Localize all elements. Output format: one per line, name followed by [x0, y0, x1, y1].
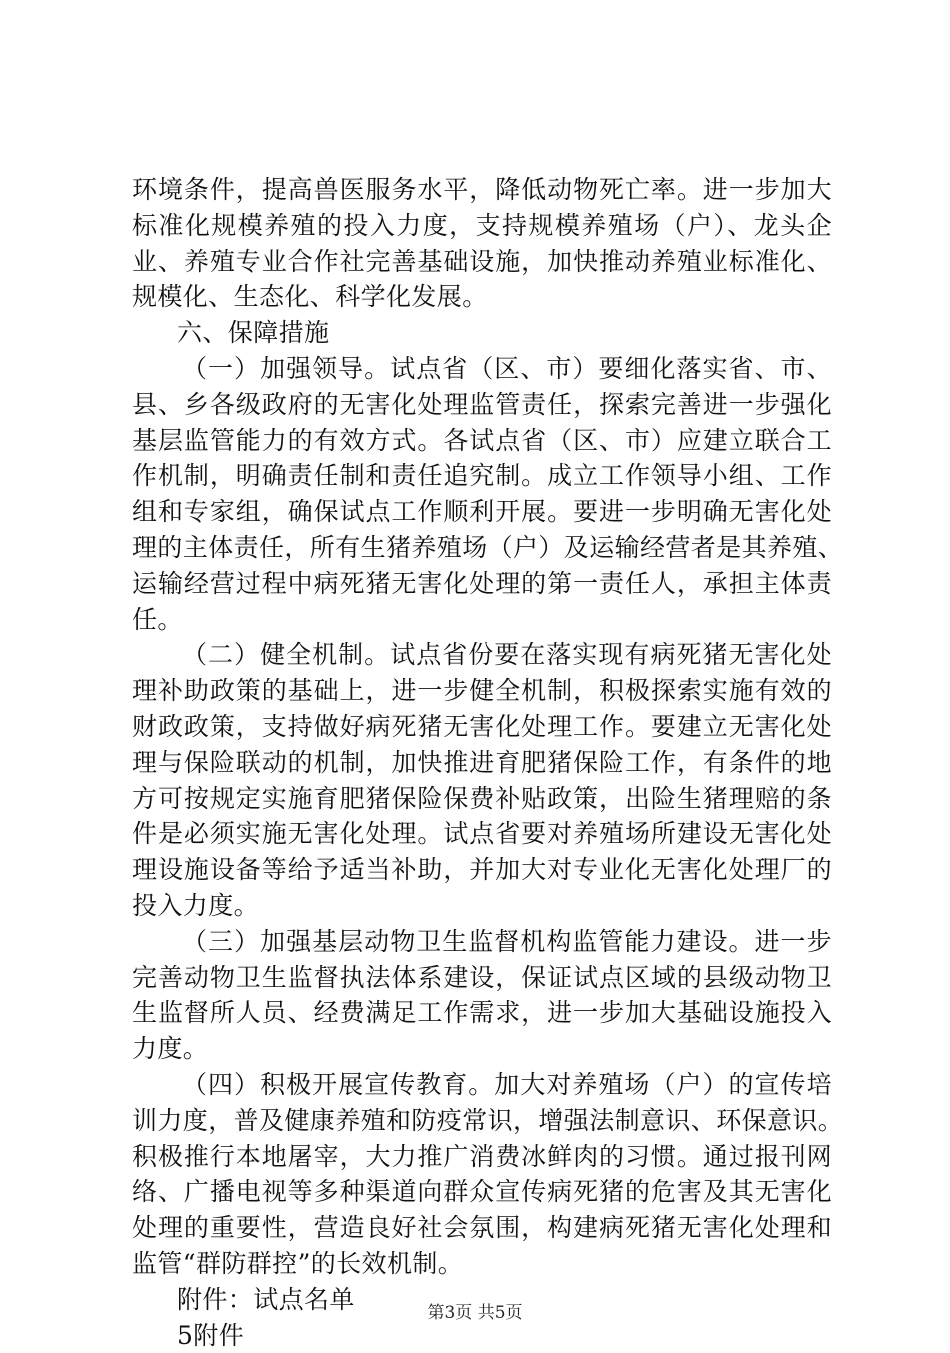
text-line: 力度。	[132, 1031, 832, 1067]
paragraph-first-line: （三）加强基层动物卫生监督机构监管能力建设。进一步	[132, 924, 832, 960]
text-line: 运输经营过程中病死猪无害化处理的第一责任人，承担主体责	[132, 566, 832, 602]
text-line: 业、养殖专业合作社完善基础设施，加快推动养殖业标准化、	[132, 244, 832, 280]
text-line: 理的主体责任，所有生猪养殖场（户）及运输经营者是其养殖、	[132, 530, 832, 566]
text-line: 环境条件，提高兽医服务水平，降低动物死亡率。进一步加大	[132, 172, 832, 208]
text-line: 理补助政策的基础上，进一步健全机制，积极探索实施有效的	[132, 673, 832, 709]
text-line: 基层监管能力的有效方式。各试点省（区、市）应建立联合工	[132, 423, 832, 459]
body-text	[132, 172, 832, 1353]
text-line: 方可按规定实施育肥猪保险保费补贴政策，出险生猪理赔的条	[132, 781, 832, 817]
text-line: 标准化规模养殖的投入力度，支持规模养殖场（户）、龙头企	[132, 208, 832, 244]
text-line: 投入力度。	[132, 888, 832, 924]
attachment-line: 附件：试点名单	[132, 1282, 832, 1318]
text-line: 完善动物卫生监督执法体系建设，保证试点区域的县级动物卫	[132, 960, 832, 996]
text-line: 训力度，普及健康养殖和防疫常识，增强法制意识、环保意识。	[132, 1103, 832, 1139]
text-line: 规模化、生态化、科学化发展。	[132, 279, 832, 315]
paragraph-first-line: （一）加强领导。试点省（区、市）要细化落实省、市、	[132, 351, 832, 387]
page-number-footer: 第3页 共5页	[0, 1298, 950, 1323]
text-line: 组和专家组，确保试点工作顺利开展。要进一步明确无害化处	[132, 494, 832, 530]
text-line: 理与保险联动的机制，加快推进育肥猪保险工作，有条件的地	[132, 745, 832, 781]
text-line: 任。	[132, 602, 832, 638]
paragraph-first-line: （四）积极开展宣传教育。加大对养殖场（户）的宣传培	[132, 1067, 832, 1103]
text-line: 县、乡各级政府的无害化处理监管责任，探索完善进一步强化	[132, 387, 832, 423]
text-line: 财政政策，支持做好病死猪无害化处理工作。要建立无害化处	[132, 709, 832, 745]
text-line: 理设施设备等给予适当补助，并加大对专业化无害化处理厂的	[132, 852, 832, 888]
text-line: 处理的重要性，营造良好社会氛围，构建病死猪无害化处理和	[132, 1210, 832, 1246]
text-line: 生监督所人员、经费满足工作需求，进一步加大基础设施投入	[132, 995, 832, 1031]
paragraph-first-line: （二）健全机制。试点省份要在落实现有病死猪无害化处	[132, 637, 832, 673]
text-line: 积极推行本地屠宰，大力推广消费冰鲜肉的习惯。通过报刊网	[132, 1139, 832, 1175]
section-heading: 六、保障措施	[132, 315, 832, 351]
text-line: 件是必须实施无害化处理。试点省要对养殖场所建设无害化处	[132, 816, 832, 852]
attachment-line: 5附件	[132, 1318, 832, 1353]
text-line: 监管“群防群控”的长效机制。	[132, 1246, 832, 1282]
text-line: 作机制，明确责任制和责任追究制。成立工作领导小组、工作	[132, 458, 832, 494]
text-line: 络、广播电视等多种渠道向群众宣传病死猪的危害及其无害化	[132, 1174, 832, 1210]
